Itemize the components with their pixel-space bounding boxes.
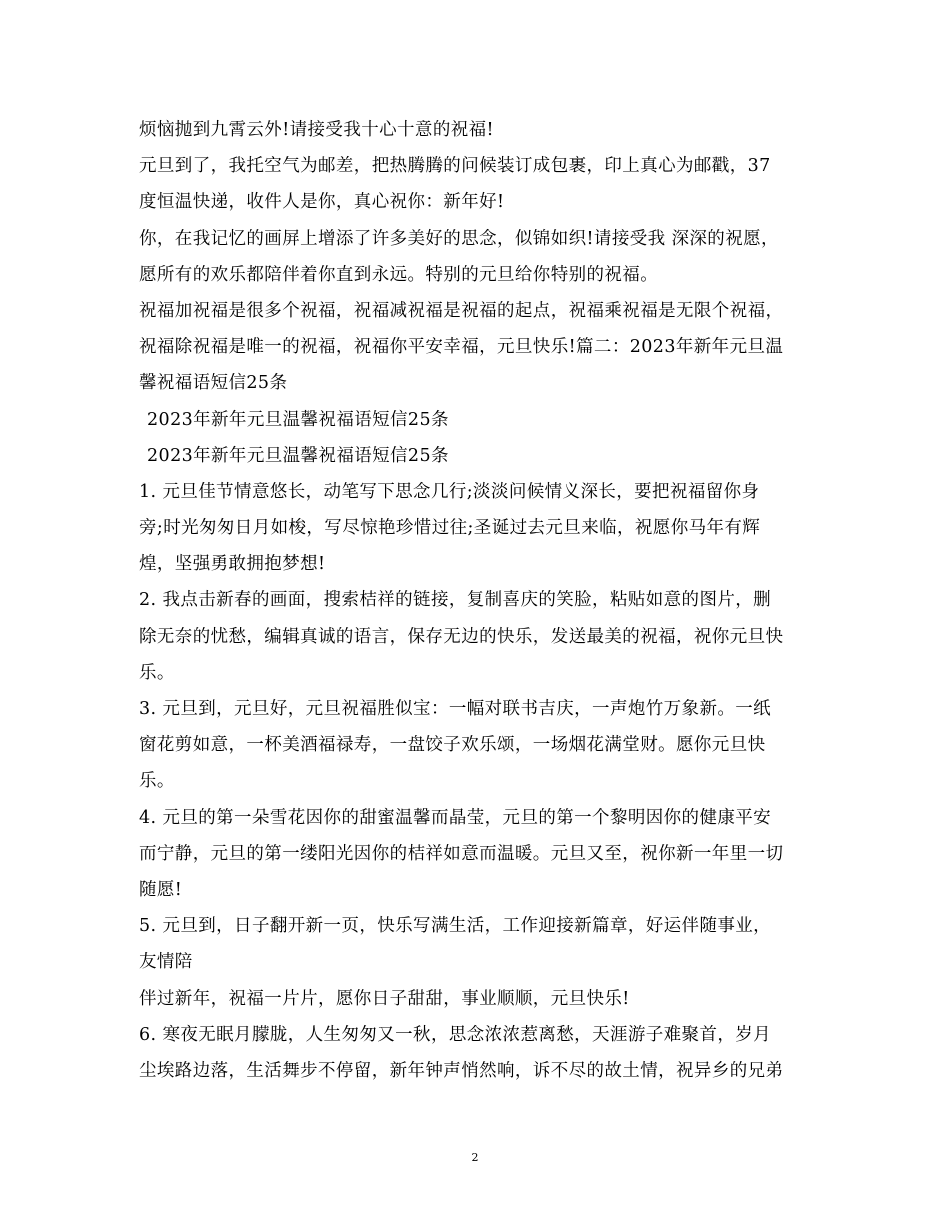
text-line: 友情陪	[139, 952, 193, 973]
text-line: 3. 元旦到，元旦好，元旦祝福胜似宝：一幅对联书吉庆，一声炮竹万象新。一纸	[139, 699, 772, 719]
body-text	[139, 112, 819, 1089]
text-line: 5. 元旦到，日子翻开新一页，快乐写满生活，工作迎接新篇章，好运伴随事业，	[139, 916, 772, 937]
text-line: 烦恼抛到九霄云外!请接受我十心十意的祝福!	[139, 120, 494, 140]
text-line: 伴过新年，祝福一片片，愿你日子甜甜，事业顺顺，元旦快乐!	[139, 988, 630, 1009]
text-line: 尘埃路边落，生活舞步不停留，新年钟声悄然响，诉不尽的故土情，祝异乡的兄弟	[139, 1060, 784, 1081]
text-line: 祝福加祝福是很多个祝福，祝福减祝福是祝福的起点，祝福乘祝福是无限个祝福，	[139, 300, 784, 321]
text-line: 乐。	[139, 771, 175, 792]
text-line: 乐。	[139, 662, 175, 683]
text-line: 而宁静，元旦的第一缕阳光因你的桔祥如意而温暖。元旦又至，祝你新一年里一切	[139, 843, 784, 864]
text-line: 元旦到了，我托空气为邮差，把热腾腾的问候装订成包裹，印上真心为邮戳，37	[139, 156, 771, 177]
text-line: 6. 寒夜无眠月朦胧，人生匆匆又一秋，思念浓浓惹离愁，天涯游子难聚首，岁月	[139, 1024, 772, 1045]
text-line: 旁;时光匆匆日月如梭，写尽惊艳珍惜过往;圣诞过去元旦来临，祝愿你马年有辉	[139, 518, 761, 539]
text-line: 窗花剪如意，一杯美酒福禄寿，一盘饺子欢乐颂，一场烟花满堂财。愿你元旦快	[139, 735, 766, 756]
text-line: 4. 元旦的第一朵雪花因你的甜蜜温馨而晶莹，元旦的第一个黎明因你的健康平安	[139, 807, 772, 828]
text-line: 度恒温快递，收件人是你，真心祝你：新年好!	[139, 192, 505, 213]
text-line: 煌，坚强勇敢拥抱梦想!	[139, 554, 326, 575]
section-heading: 2023年新年元旦温馨祝福语短信25条	[147, 409, 449, 430]
text-line: 愿所有的欢乐都陪伴着你直到永远。特别的元旦给你特别的祝福。	[139, 264, 659, 285]
text-line: 馨祝福语短信25条	[139, 373, 288, 394]
text-line: 你，在我记忆的画屏上增添了许多美好的思念，似锦如织!请接受我 深深的祝愿，	[139, 228, 779, 249]
text-line: 1. 元旦佳节情意悠长，动笔写下思念几行;淡淡问候情义深长，要把祝福留你身	[139, 481, 760, 502]
section-heading: 2023年新年元旦温馨祝福语短信25条	[147, 445, 449, 466]
text-line: 随愿!	[139, 879, 183, 900]
page-number: 2	[471, 1151, 479, 1164]
text-line: 除无奈的忧愁，编辑真诚的语言，保存无边的快乐，发送最美的祝福，祝你元旦快	[139, 626, 784, 647]
text-line: 2. 我点击新春的画面，搜索桔祥的链接，复制喜庆的笑脸，粘贴如意的图片，删	[139, 590, 772, 611]
text-line: 祝福除祝福是唯一的祝福，祝福你平安幸福，元旦快乐!篇二：2023年新年元旦温	[139, 337, 784, 358]
